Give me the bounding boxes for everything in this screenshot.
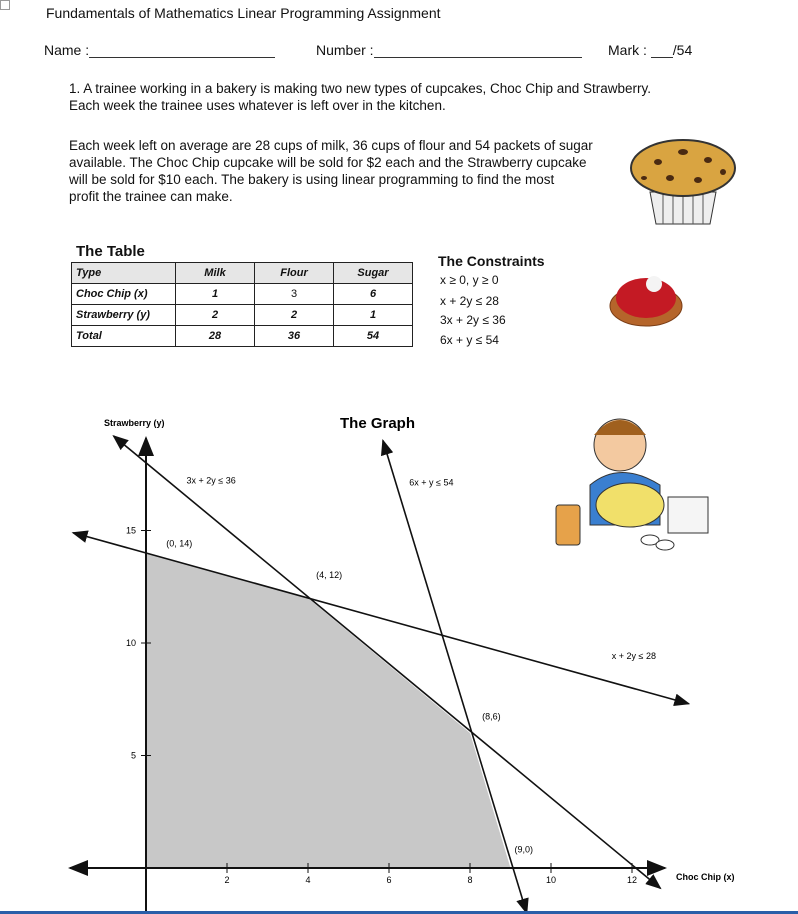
detail-line: profit the trainee can make.	[69, 189, 233, 204]
cell: 2	[255, 305, 334, 326]
strawberry-tart-image	[606, 262, 686, 334]
constraint: x ≥ 0, y ≥ 0	[440, 273, 499, 287]
mark-field[interactable]	[608, 42, 692, 58]
feasible-region	[146, 553, 511, 868]
y-tick-label: 10	[125, 638, 136, 648]
cell: Choc Chip (x)	[72, 284, 176, 305]
question-details	[69, 137, 629, 205]
table-row	[72, 305, 413, 326]
y-tick-label: 5	[130, 750, 136, 761]
x-tick-label: 12	[626, 875, 638, 885]
x-tick-label: 6	[386, 875, 392, 885]
x-axis-label: Choc Chip (x)	[676, 872, 735, 882]
cell: 36	[255, 326, 334, 347]
table-title: The Table	[76, 243, 145, 260]
cell: 3	[255, 284, 334, 305]
vertex-label: (8,6)	[482, 711, 501, 722]
constraint-line-label: 3x + 2y ≤ 36	[186, 475, 236, 486]
cell: Strawberry (y)	[72, 305, 176, 326]
constraint: 6x + y ≤ 54	[440, 333, 499, 347]
table-row	[72, 326, 413, 347]
feasible-region-graph	[0, 400, 798, 914]
vertex-label: (9,0)	[514, 844, 534, 855]
cell: 28	[176, 326, 255, 347]
x-tick-label: 4	[305, 875, 311, 885]
detail-line: will be sold for $10 each. The bakery is using linear programming to find the most	[69, 172, 555, 187]
doc-title: Fundamentals of Mathematics Linear Programming Assignment	[46, 5, 441, 21]
x-tick-label: 2	[224, 875, 230, 885]
constraints-title: The Constraints	[438, 253, 545, 269]
constraint-line-label: x + 2y ≤ 28	[611, 650, 656, 661]
number-field[interactable]	[316, 42, 582, 58]
header-cell: Flour	[255, 263, 334, 284]
resource-table	[71, 262, 413, 347]
cell: 1	[334, 305, 413, 326]
name-field[interactable]	[44, 42, 275, 58]
muffin-image	[628, 130, 738, 226]
x-tick-label: 8	[467, 875, 473, 885]
cell: 1	[176, 284, 255, 305]
detail-line: Each week left on average are 28 cups of milk, 36 cups of flour and 54 packets of sugar	[69, 138, 593, 153]
mark-total: /54	[672, 42, 693, 58]
q1-line: 1. A trainee working in a bakery is making two new types of cupcakes, Choc Chip and Strawberry.	[69, 81, 652, 96]
header-cell: Type	[72, 263, 176, 284]
detail-line: available. The Choc Chip cupcake will be sold for $2 each and the Strawberry cupcake	[69, 155, 587, 170]
table-row	[72, 284, 413, 305]
vertex-label: (0, 14)	[166, 538, 193, 549]
checkbox[interactable]	[0, 0, 10, 10]
question-intro	[69, 80, 709, 114]
cell: 6	[334, 284, 413, 305]
y-tick-label: 15	[125, 525, 136, 536]
constraint: 3x + 2y ≤ 36	[440, 313, 506, 327]
x-tick-label: 10	[545, 875, 557, 885]
cell: Total	[72, 326, 176, 347]
y-axis-label: Strawberry (y)	[104, 418, 165, 428]
table-header-row	[72, 263, 413, 284]
cell: 2	[176, 305, 255, 326]
vertex-label: (4, 12)	[316, 569, 343, 580]
constraint-line-label: 6x + y ≤ 54	[409, 477, 454, 488]
graph-title: The Graph	[340, 415, 416, 432]
number-label: Number :	[316, 42, 374, 58]
header-cell: Sugar	[334, 263, 413, 284]
cell: 54	[334, 326, 413, 347]
mark-label: Mark :	[608, 42, 647, 58]
q1-line: Each week the trainee uses whatever is left over in the kitchen.	[69, 98, 446, 113]
header-cell: Milk	[176, 263, 255, 284]
name-label: Name :	[44, 42, 90, 58]
constraint: x + 2y ≤ 28	[440, 294, 499, 308]
